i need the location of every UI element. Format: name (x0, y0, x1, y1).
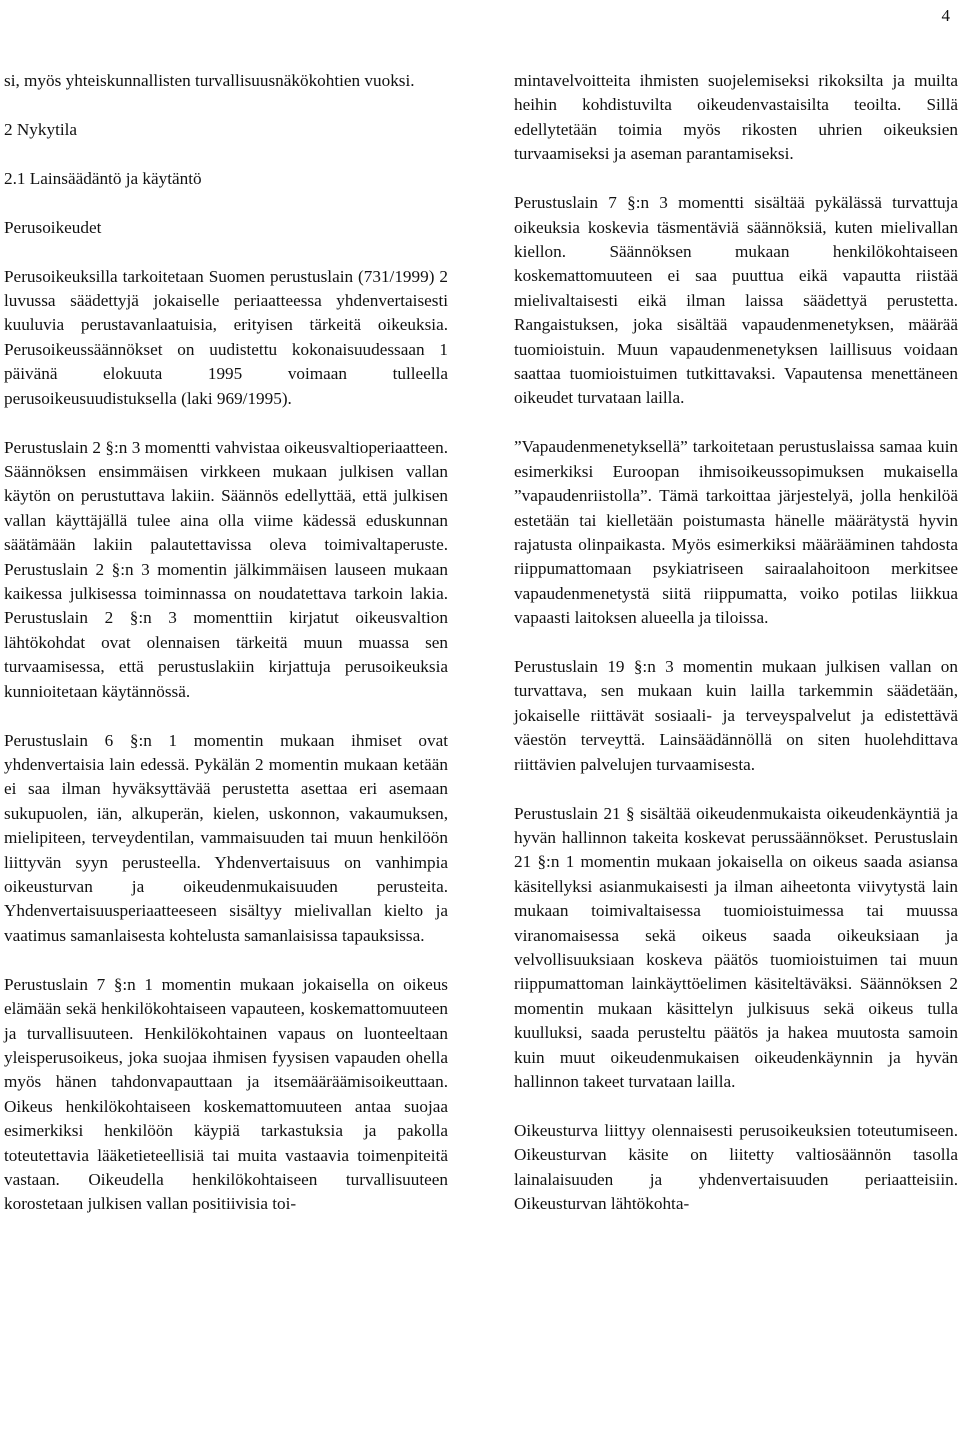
body-paragraph: Perustuslain 6 §:n 1 momentin mukaan ihmiset ovat yhdenvertaisia lain edessä. Pykälän 2 momentin mukaan ketään ei saa ilman hyväksyttävää perustetta asettaa eri asemaan sukupuolen, iän, alkuperän, kielen, uskonnon, vakaumuksen, mielipiteen, terveydentilan, vammaisuuden tai muun henkilöön liittyvän syyn perusteella. Yhdenvertaisuus on vanhimpia oikeusturvan ja oikeudenmukaisuuden perusteita. Yhdenvertaisuusperiaatteeseen sisältyy mielivallan kielto ja vaatimus samanlaisesta kohtelusta samanlaisissa tapauksissa. (4, 730, 448, 945)
page-number: 4 (941, 6, 950, 25)
body-paragraph: ”Vapaudenmenetyksellä” tarkoitetaan perustuslaissa samaa kuin esimerkiksi Euroopan ihmisoikeussopimuksen mukaisella ”vapaudenriistolla”. Tämä tarkoittaa järjestelyä, jolla henkilöä estetään tai kielletään poistumasta hänelle määrätystä hyvin rajatusta olinpaikasta. Myös esimerkiksi määrääminen tahdosta riippumattomaan psykiatriseen sairaalahoitoon merkitsee vapaudenmenetystä siitä riippumatta, voiko potilas liikkua vapaasti laitoksen alueella ja tiloissa. (514, 437, 958, 628)
intro-fragment: si, myös yhteiskunnallisten turvallisuusnäkökohtien vuoksi. (4, 71, 415, 90)
subsection-heading: 2.1 Lainsäädäntö ja käytäntö (4, 168, 202, 188)
body-paragraph: Perustuslain 2 §:n 3 momentti vahvistaa oikeusvaltioperiaatteen. Säännöksen ensimmäisen virkkeen mukaan julkisen vallan käytön on perustuttava lakiin. Säännös edellyttää, että julkisen vallan käyttäjällä tulee aina olla viime kädessä eduskunnan säätämään lakiin palautettavissa oleva toimivaltaperuste. Perustuslain 2 §:n 3 momentin jälkimmäisen lauseen mukaan kaikessa julkisessa toiminnassa on noudatettava tarkoin lakia. Perustuslain 2 §:n 3 momenttiin kirjatut oikeusvaltion lähtökohdat ovat olennaisen tärkeitä muun muassa sen turvaamisessa, että perustuslakiin kirjattuja perusoikeuksia kunnioitetaan käytännössä. (4, 437, 448, 701)
right-column (514, 69, 958, 1217)
section-heading: 2 Nykytila (4, 119, 78, 139)
body-paragraph: Perustuslain 7 §:n 1 momentin mukaan jokaisella on oikeus elämään sekä henkilökohtaiseen vapauteen, koskemattomuuteen ja turvallisuuteen. Henkilökohtainen vapaus on luonteeltaan yleisperusoikeus, joka suojaa ihmisen fyysisen vapauden ohella myös hänen tahdonvapauttaan ja itsemääräämisoikeuttaan. Oikeus henkilökohtaiseen koskemattomuuteen antaa suojaa esimerkiksi henkilöön käypiä tarkastuksia ja pakolla toteutettavia lääketieteellisiä tai muita vastaavia toimenpiteitä vastaan. Oikeudella henkilökohtaiseen turvallisuuteen korostetaan julkisen vallan positiivisia toi- (4, 974, 448, 1214)
body-paragraph: Perustuslain 19 §:n 3 momentin mukaan julkisen vallan on turvattava, sen mukaan kuin lailla tarkemmin säädetään, jokaiselle riittävät sosiaali- ja terveyspalvelut ja edistettävä väestön terveyttä. Lainsäädännöllä on siten huolehdittava riittävien palvelujen turvaamisesta. (514, 657, 958, 774)
body-paragraph: Perustuslain 21 § sisältää oikeudenmukaista oikeudenkäyntiä ja hyvän hallinnon takeita koskevat perussäännökset. Perustuslain 21 §:n 1 momentin mukaan jokaisella on oikeus saada asiansa käsitellyksi asianmukaisesti ja ilman aiheetonta viivytystä lain mukaan toimivaltaisessa tuomioistuimessa tai muussa viranomaisessa sekä oikeus saada oikeuksiaan ja velvollisuuksiaan koskeva päätös tuomioistuimen tai muun riippumattoman lainkäyttöelimen käsiteltäväksi. Säännöksen 2 momentin mukaan käsittelyn julkisuus sekä oikeus tulla kuulluksi, saada perusteltu päätös ja hakea muutosta samoin kuin muut oikeudenmukaisen oikeudenkäynnin ja hyvän hallinnon takeet turvataan lailla. (514, 803, 958, 1092)
left-column (4, 69, 448, 1217)
body-paragraph: Perusoikeuksilla tarkoitetaan Suomen perustuslain (731/1999) 2 luvussa säädettyjä jokaiselle periaatteessa yhdenvertaisesti kuuluvia perustavanlaatuisia, erityisen tärkeitä oikeuksia. Perusoikeussäännökset on uudistettu kokonaisuudessaan 1 päivänä elokuuta 1995 voimaan tulleella perusoikeusuudistuksella (laki 969/1995). (4, 266, 448, 408)
body-paragraph: Oikeusturva liittyy olennaisesti perusoikeuksien toteutumiseen. Oikeusturvan käsite on liitetty valtiosäännön tasolla lainalaisuuden ja yhdenvertaisuuden periaatteisiin. Oikeusturvan lähtökohta- (514, 1120, 958, 1214)
topic-heading: Perusoikeudet (4, 217, 102, 237)
body-paragraph: mintavelvoitteita ihmisten suojelemiseksi rikoksilta ja muilta heihin kohdistuvilta oikeudenvastaisilta teoilta. Sillä edellytetään toimia myös rikosten uhrien oikeuksien turvaamiseksi ja aseman parantamiseksi. (514, 71, 958, 164)
body-paragraph: Perustuslain 7 §:n 3 momentti sisältää pykälässä turvattuja oikeuksia koskevia täsmentäviä säännöksiä, kuten mielivallan kiellon. Säännöksen mukaan henkilökohtaiseen koskemattomuuteen ei saa puuttua eikä vapautta riistää mielivaltaisesti eikä ilman laissa säädettyä perustetta. Rangaistuksen, joka sisältää vapaudenmenetyksen, määrää tuomioistuin. Muun vapaudenmenetyksen laillisuus voidaan saattaa tuomioistuimen tutkittavaksi. Vapautensa menettäneen oikeudet turvataan lailla. (514, 193, 958, 408)
